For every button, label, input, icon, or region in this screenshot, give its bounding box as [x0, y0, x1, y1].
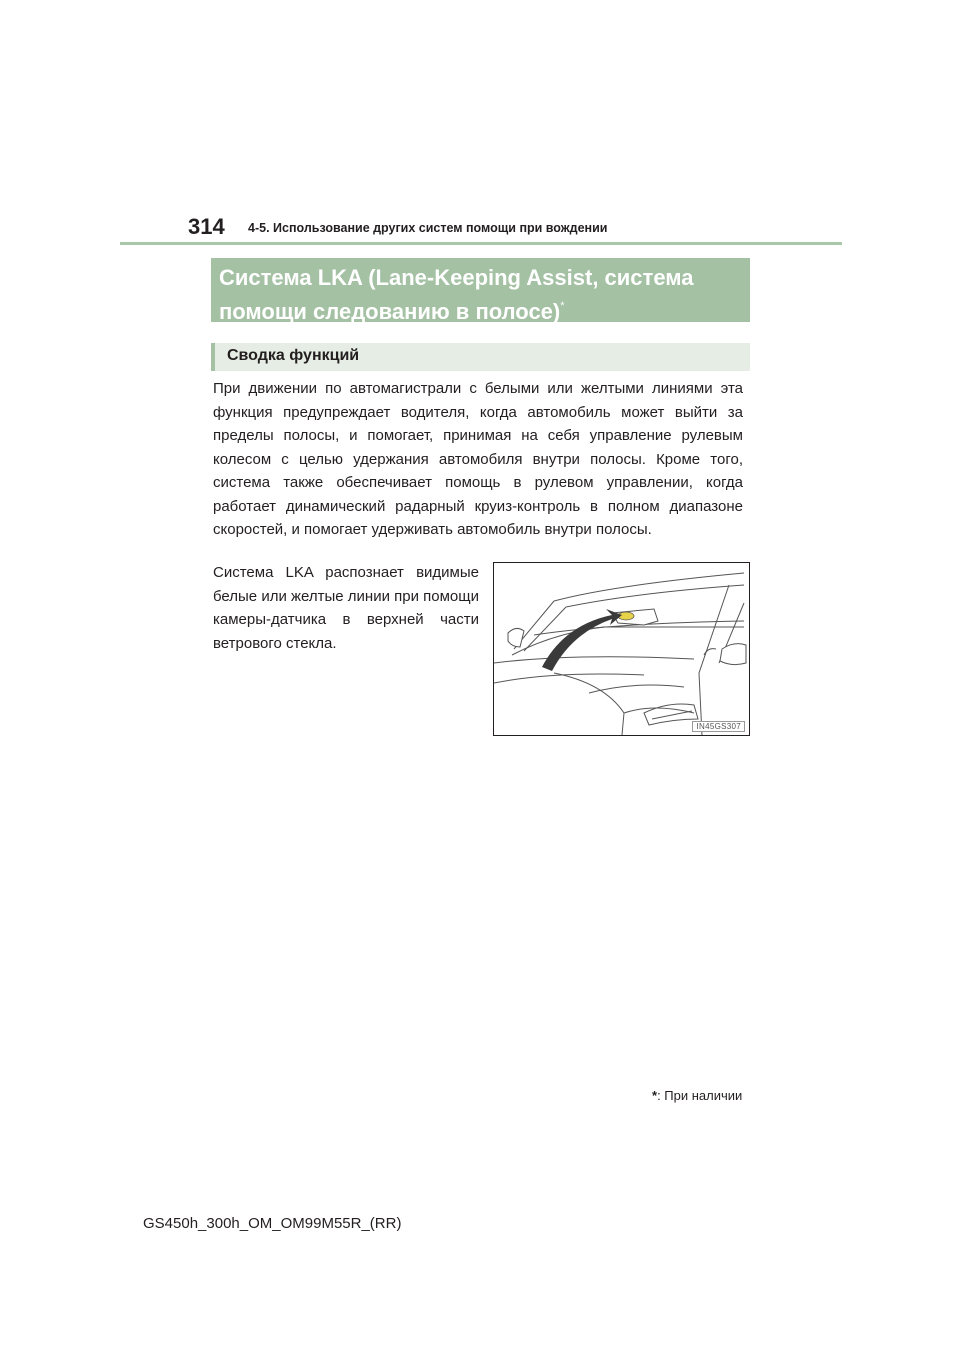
body-paragraph: При движении по автомагистрали с белыми или желтыми линиями эта функция предупреждает водителя, когда автомобиль может выйти за пределы полосы, и помогает, принимая на себя управление рулевым колесом с целью удержания автомобиля внутри полосы. Кроме того, система также обеспечивает помощь в рулевом управлении, когда работает динамический радарный круиз-контроль в полном диапазоне скоростей, и помогает удерживать автомобиль внутри полосы. [213, 380, 743, 538]
subheading: Сводка функций [227, 347, 360, 364]
section-title-box [211, 258, 750, 322]
footnote-marker: * [652, 1088, 658, 1103]
section-title-line-1: Система LKA (Lane-Keeping Assist, система [219, 265, 694, 290]
pointer-arrow-icon [542, 609, 622, 671]
section-title-line-2-text: помощи следованию в полосе) [219, 299, 561, 324]
header-divider [120, 242, 842, 245]
side-paragraph: Система LKA распознает видимые белые или желтые линии при помощи камеры-датчика в верхней части ветрового стекла. [213, 564, 479, 652]
car-windshield-drawing [494, 563, 749, 735]
footnote [652, 1088, 742, 1103]
figure-code: IN45GS307 [692, 721, 745, 732]
manual-code: GS450h_300h_OM_OM99M55R_(RR) [143, 1215, 402, 1232]
section-header: 4-5. Использование других систем помощи при вождении [248, 221, 608, 235]
section-title-line-2 [219, 292, 740, 326]
windshield-camera-illustration [493, 562, 750, 736]
availability-marker: * [560, 300, 565, 312]
page-number: 314 [188, 214, 225, 239]
footnote-text: : При наличии [657, 1088, 743, 1103]
subheading-box [211, 343, 750, 371]
